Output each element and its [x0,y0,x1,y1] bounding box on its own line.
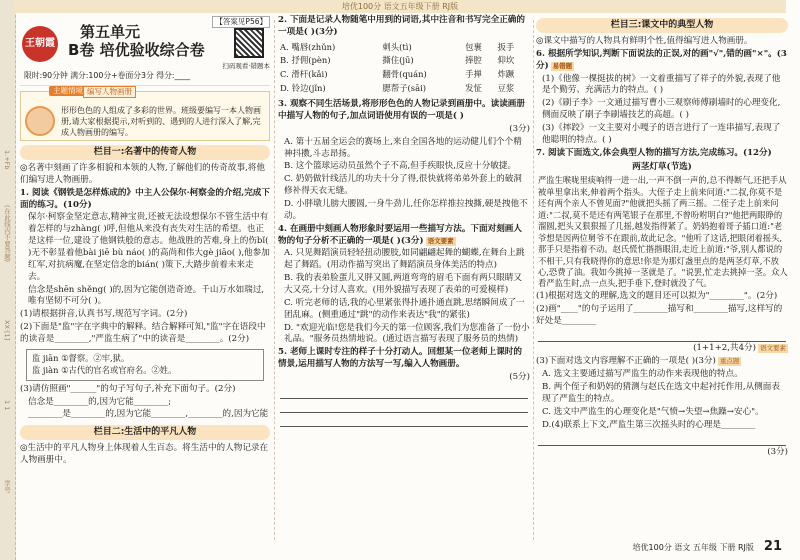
column-divider [274,20,275,540]
option-row[interactable]: D. 铃边(jǐn) 腮帮子(sāi) 发怔 豆浆 [280,82,515,93]
situation-topic: 编写人物画册 [83,86,136,98]
section-intro: ◎名著中刻画了许多相貌和本领的人物,了解他们的传奇故事,将他们编写进人物画册。 [20,163,265,185]
exam-meta: 限时:90分钟 满分:100分+卷面分3分 得分:____ [24,71,191,80]
error-prone-badge: 易错题 [552,61,573,70]
dict-entry: 监 jiàn ①古代的官名或官府名。②姓。 [32,365,177,376]
answer-reference: 【答案见P56】 [212,16,270,28]
column-divider [533,20,534,540]
option[interactable]: C. 奶奶做针线活儿的功夫十分了得,很快就将弟弟外套上的破洞修补得天衣无缝。 [284,174,522,197]
option[interactable]: C. 选文中严监生的心理变化是"气愤→失望→焦躁→安心"。 [542,406,764,417]
unit-title: 第五单元 [80,23,141,41]
option[interactable]: C. 听完老师的话,我的心里紧张得扑通扑通直跳,思绪瞬间成了一团乱麻。(侧重通过"跳"的动作来表达"我"的紧张) [284,297,525,320]
paper-title: B卷 培优验收综合卷 [68,41,205,59]
spine-text: 学号 [2,480,11,493]
sub-question [536,356,788,368]
option[interactable]: A. 只见舞蹈演员轻轻扭动腰肢,如同翩翩起舞的蝴蝶,在舞台上跳起了舞蹈。(用动作描写突出了舞蹈演员身体美活的特点) [284,248,525,271]
sub-question: (2)画"____"的句子运用了________描写和________描写,这样写的好处是________ [536,303,783,326]
spine-text: XX·[1] [2,320,11,341]
section-band-3: 栏目三:课文中的典型人物 [536,18,788,33]
dictionary-box [26,349,264,381]
situation-tag: 主题情境 [49,86,87,96]
points-text: (1+1+2,共4分) [693,343,756,354]
column-right [536,14,788,546]
question-1: 1. 阅读《钢铁是怎样炼成的》中主人公保尔·柯察金的介绍,完成下面的练习。(10分) [20,187,270,210]
judge-item[interactable]: (2)《刷子李》一文通过描写曹小三观察师傅刷墙时的心理变化,侧面反映了刷子李刷墙技艺的高超。( ) [542,98,781,121]
points [536,343,788,355]
option-row[interactable]: A. 嘴唇(zhǔn) 刺头(tì) 包裹 扳手 [280,41,515,52]
dict-entry: 监 jiān ①督察。②牢,狱。 [32,352,130,363]
test-header [20,14,270,86]
page-footer [633,538,782,556]
sub-question: (3)请仿照画"______"的句子写句子,补充下面句子。(2分) [20,383,236,394]
brand-logo: 王朝霞 [22,26,58,62]
question-6 [536,49,788,73]
fill-line[interactable]: ________是________的,因为它能________,________的,因为它能 [28,409,269,420]
points: (3分) [767,447,788,458]
question-2: 2. 下面是记录人物随笔中用到的词语,其中注音和书写完全正确的一项是( )(3分) [278,15,525,37]
qr-caption: 扫码观看·错题本 [222,62,270,70]
spine-text: 1.+Fb [2,150,11,170]
spine-text: (在此线内不要答题) [2,205,11,263]
question-4 [278,224,530,248]
q2-options [278,40,530,96]
page-number: 21 [763,539,782,555]
sub-question-text: (3)下面对选文内容理解不正确的一项是( )(3分) [536,356,716,367]
points: (5分) [509,372,530,382]
option-row[interactable]: B. 抒佣(pèn) 撕住(jū) 捧腔 仰坎 [280,55,515,66]
answer-line[interactable] [280,399,528,413]
binding-spine [0,0,16,560]
option[interactable]: D. "欢迎光临!您是我们今天的第一位顾客,我们为您准备了一份小礼品。"服务员热情地说。(通过语言描写表现了服务员的热情) [284,322,530,345]
option[interactable]: B. 我的表弟脸蛋儿又胖又圆,两道弯弯的眉毛下面有两只眼睛又大又亮,十分讨人喜欢。(用外貌描写表现了表弟的可爱模样) [284,273,522,295]
option[interactable]: B. 这个篮球运动员虽然个子不高,但手疾眼快,反应十分敏捷。 [284,161,517,172]
key-point-badge: 语文要素 [760,344,786,353]
passage-title: 两茎灯草(节选) [632,161,692,172]
option[interactable]: A. 选文主要通过描写严监生的动作来表现他的特点。 [542,369,743,380]
student-avatar-icon [25,106,55,136]
spine-text: 1 1 [2,400,11,411]
answer-line[interactable] [280,413,528,427]
sub-question: (1)请根据拼音,认真书写,规范写字词。(2分) [20,309,188,320]
section-intro: ◎生活中的平凡人物身上体现着人生百态。将生活中的人物记录在人物画册中。 [20,443,269,466]
section-band-2: 栏目二:生活中的平凡人物 [20,425,270,440]
sub-question: (2)下面是"监"字在字典中的解释。结合解释可知,"监"字在语段中的读音是________,"严监生病了"中的读音是________。(2分) [20,322,266,345]
footer-text: 培优100分 语文 五年级 下册 RJ版 [632,543,754,553]
option[interactable]: A. 第十五届全运会的赛场上,来自全国各地的运动健儿们个个精神抖擞,斗志昂扬。 [284,136,522,159]
question-7: 7. 阅读下面选文,体会典型人物的描写方法,完成练习。(12分) [536,147,772,158]
judge-item[interactable]: (3)《摔跤》一文主要对小嘎子的语言进行了一连串描写,表现了他聪明的特点。( ) [542,123,781,145]
column-left [20,14,270,546]
key-question-badge: 重点题 [719,357,740,366]
situation-box [20,86,270,141]
passage-para: 信念是shēn shěng( )的,因为它能创造奇迹。千山万水如瑞过,唯有坚韧不可分( )。 [28,284,265,307]
points: (3分) [509,123,530,134]
situation-text: 形形色色的人组成了多彩的世界。班级要编写一本人物画册,请大家根据提示,对听到的、遇到的人进行深入了解,完成人物画册的编写。 [61,106,261,138]
option-row[interactable]: C. 滑杆(kǎi) 翻骨(quán) 手掸 炸蹶 [280,68,515,79]
passage-text: 严监生喉咙里痰响得一进一出,一声不倒一声的,总不得断气,还把手从被单里拿出来,伸着两个指头。大侄子走上前来问道:"二叔,你莫不是还有两个亲人不曾见面?"他就把头摇了两三摇。二侄子走上前来问道:"二叔,莫不是还有两笔银子在那里,不曾吩咐明白?"他把两眼睁的溜圆,把头又狠狠摇了几摇,越发指得紧了。奶妈抱着哥子插口道:"老爷想是因两位舅爷不在跟前,故此记念。"他听了这话,把眼闭着摇头,那手只是指着不动。赵氏慌忙揩揩眼泪,走近上前道:"爷,别人都说的不相干,只有我晓得你的意思!你是为那灯盏里点的是两茎灯草,不放心,恐费了油。我如今挑掉一茎就是了。"说罢,忙走去挑掉一茎。众人看严监生时,点一点头,把手垂下,登时就没了气。 [538,175,788,289]
option[interactable]: D. 小胖墩儿膀大腰圆,一身牛劲儿,任你怎样推拉拽撕,硬是拽他不动。 [284,198,528,221]
option[interactable]: D.(4)联系上下文,严监生第三次摇头时的心理是________ [542,419,756,430]
qr-code-icon[interactable] [234,28,264,58]
passage-para: 保尔·柯察金坚定意志,精神宝贵,还被无法设想保尔不管生活中有着怎样的与zhàng( )呼,但他从来没有丧失对生活的希望。也正是这样一位,建设了他钢铁般的意志。他战胜的苦难,身上的伤bǐ( )无不彰显着他bài jiē bù náo( )的高尚和伟大gè jiāo( ),他参加红军,对抗病魔,在坚定信念的bián( )策下,大踏步前着未来走去。 [28,212,270,282]
judge-item[interactable]: (1)《他像一棵挺拔的树》一文着重描写了祥子的外貌,表现了他是个勤劳、充满活力的特点。( ) [542,73,781,96]
question-3: 3. 观察不同生活场景,将形形色色的人物记录到画册中。读读画册中描写人物的句子,加点词语使用有误的一项是( ) [278,99,525,121]
answer-line[interactable] [538,432,786,446]
section-band-1: 栏目一:名著中的传奇人物 [20,145,270,160]
option[interactable]: B. 两个侄子和奶妈的猜测与赵氏在选文中起衬托作用,从侧面表现了严监生的特点。 [542,381,780,404]
fill-line[interactable]: 信念是________的,因为它能________; [28,396,172,407]
question-6-text: 6. 根据所学知识,判断下面说法的正误,对的画"√",错的画"×"。(3分) [536,48,787,71]
sub-question: (1)根据对选文的理解,选文的题目还可以拟为"________"。(2分) [536,290,778,301]
question-4-text: 4. 在画册中刻画人物形象时要运用一些描写方法。下面对刻画人物的句子分析不正确的一项是( )(3分) [278,223,522,246]
question-5: 5. 老师上课时专注的样子十分打动人。回想某一位老师上课时的情景,运用描写人物的方法写一写,编入人物画册。 [278,347,522,370]
key-point-badge: 语文要素 [427,236,454,245]
top-banner: 培优100分 语文五年级下册 RJ版 [14,0,786,13]
section-intro: ◎课文中描写的人物具有鲜明个性,值得编写进人物画册。 [536,36,753,46]
column-middle [278,14,530,546]
answer-line[interactable] [538,328,786,342]
answer-line[interactable] [280,385,528,399]
